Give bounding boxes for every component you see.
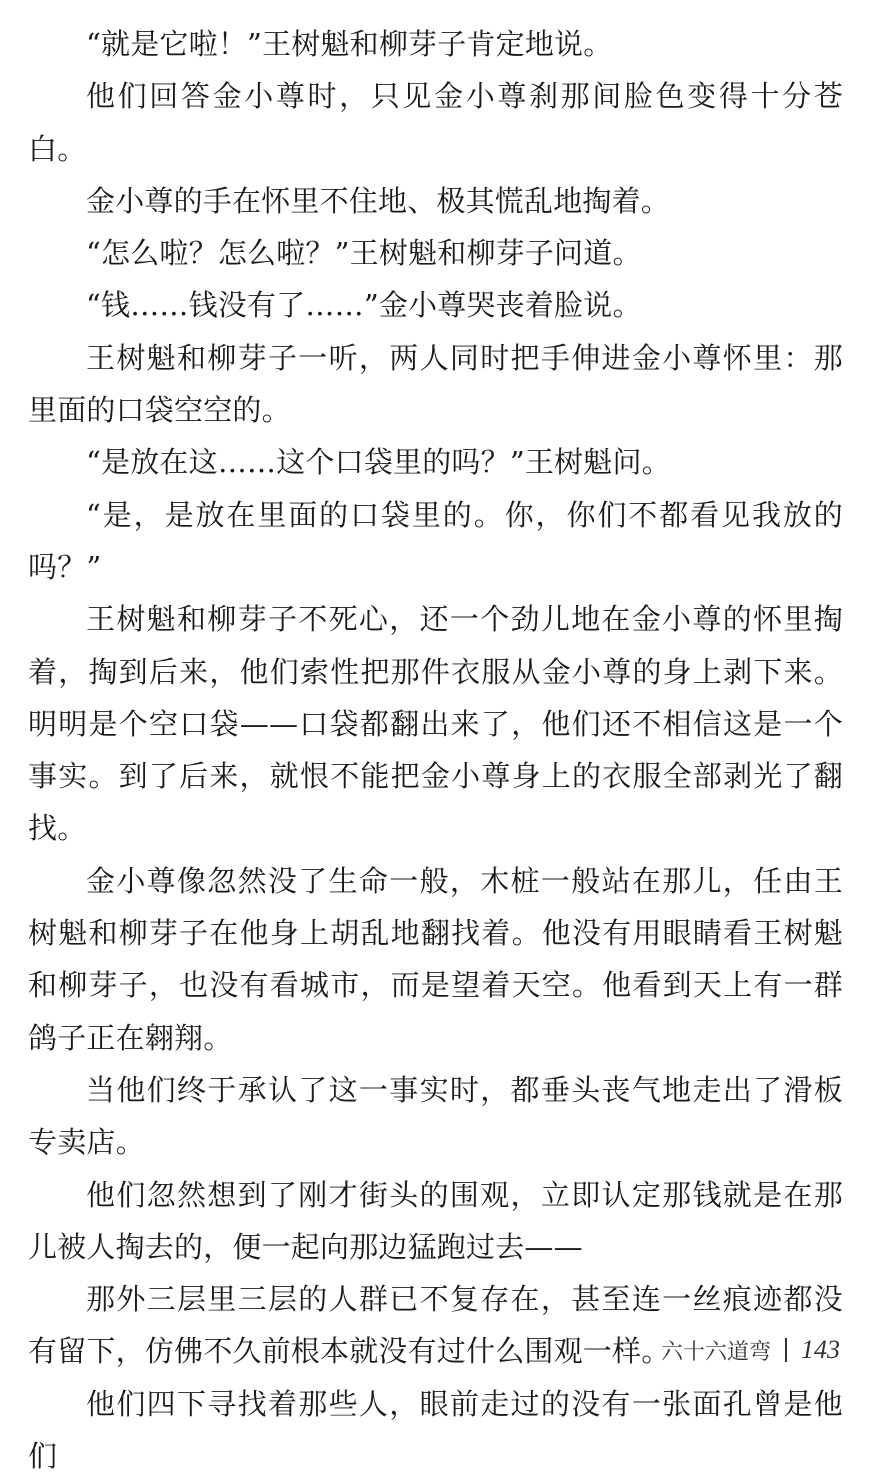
paragraph: “是，是放在里面的口袋里的。你，你们不都看见我放的吗？” <box>28 497 843 584</box>
page-footer <box>661 1332 840 1368</box>
paragraph: “怎么啦？怎么啦？”王树魁和柳芽子问道。 <box>86 236 642 271</box>
running-title: 六十六道弯 <box>660 1339 771 1365</box>
paragraph: 那外三层里三层的人群已不复存在，甚至连一丝痕迹都没有留下，仿佛不久前根本就没有过什么围观一样。 <box>28 1282 843 1369</box>
paragraph: 他们回答金小尊时，只见金小尊刹那间脸色变得十分苍白。 <box>28 79 843 166</box>
paragraph: 金小尊的手在怀里不住地、极其慌乱地掏着。 <box>86 183 671 218</box>
page-number: 143 <box>801 1335 840 1364</box>
paragraph: “钱……钱没有了……”金小尊哭丧着脸说。 <box>86 288 642 323</box>
footer-divider <box>785 1338 787 1362</box>
paragraph: “就是它啦！”王树魁和柳芽子肯定地说。 <box>86 27 613 61</box>
paragraph: 他们四下寻找着那些人，眼前走过的没有一张面孔曾是他们 <box>28 1386 843 1474</box>
body-text <box>28 18 843 1482</box>
paragraph: 他们忽然想到了刚才街头的围观，立即认定那钱就是在那儿被人掏去的，便一起向那边猛跑过去—— <box>28 1177 843 1264</box>
paragraph: 当他们终于承认了这一事实时，都垂头丧气地走出了滑板专卖店。 <box>28 1072 843 1160</box>
paragraph: “是放在这……这个口袋里的吗？”王树魁问。 <box>86 445 671 480</box>
paragraph: 王树魁和柳芽子不死心，还一个劲儿地在金小尊的怀里掏着，掏到后来，他们索性把那件衣服从金小尊的身上剥下来。明明是个空口袋——口袋都翻出来了，他们还不相信这是一个事实。到了后来，就恨不能把金小尊身上的衣服全部剥光了翻找。 <box>28 602 843 846</box>
paragraph: 金小尊像忽然没了生命一般，木桩一般站在那儿，任由王树魁和柳芽子在他身上胡乱地翻找着。他没有用眼睛看王树魁和柳芽子，也没有看城市，而是望着天空。他看到天上有一群鸽子正在翱翔。 <box>28 863 843 1055</box>
paragraph: 王树魁和柳芽子一听，两人同时把手伸进金小尊怀里：那里面的口袋空空的。 <box>28 340 843 428</box>
